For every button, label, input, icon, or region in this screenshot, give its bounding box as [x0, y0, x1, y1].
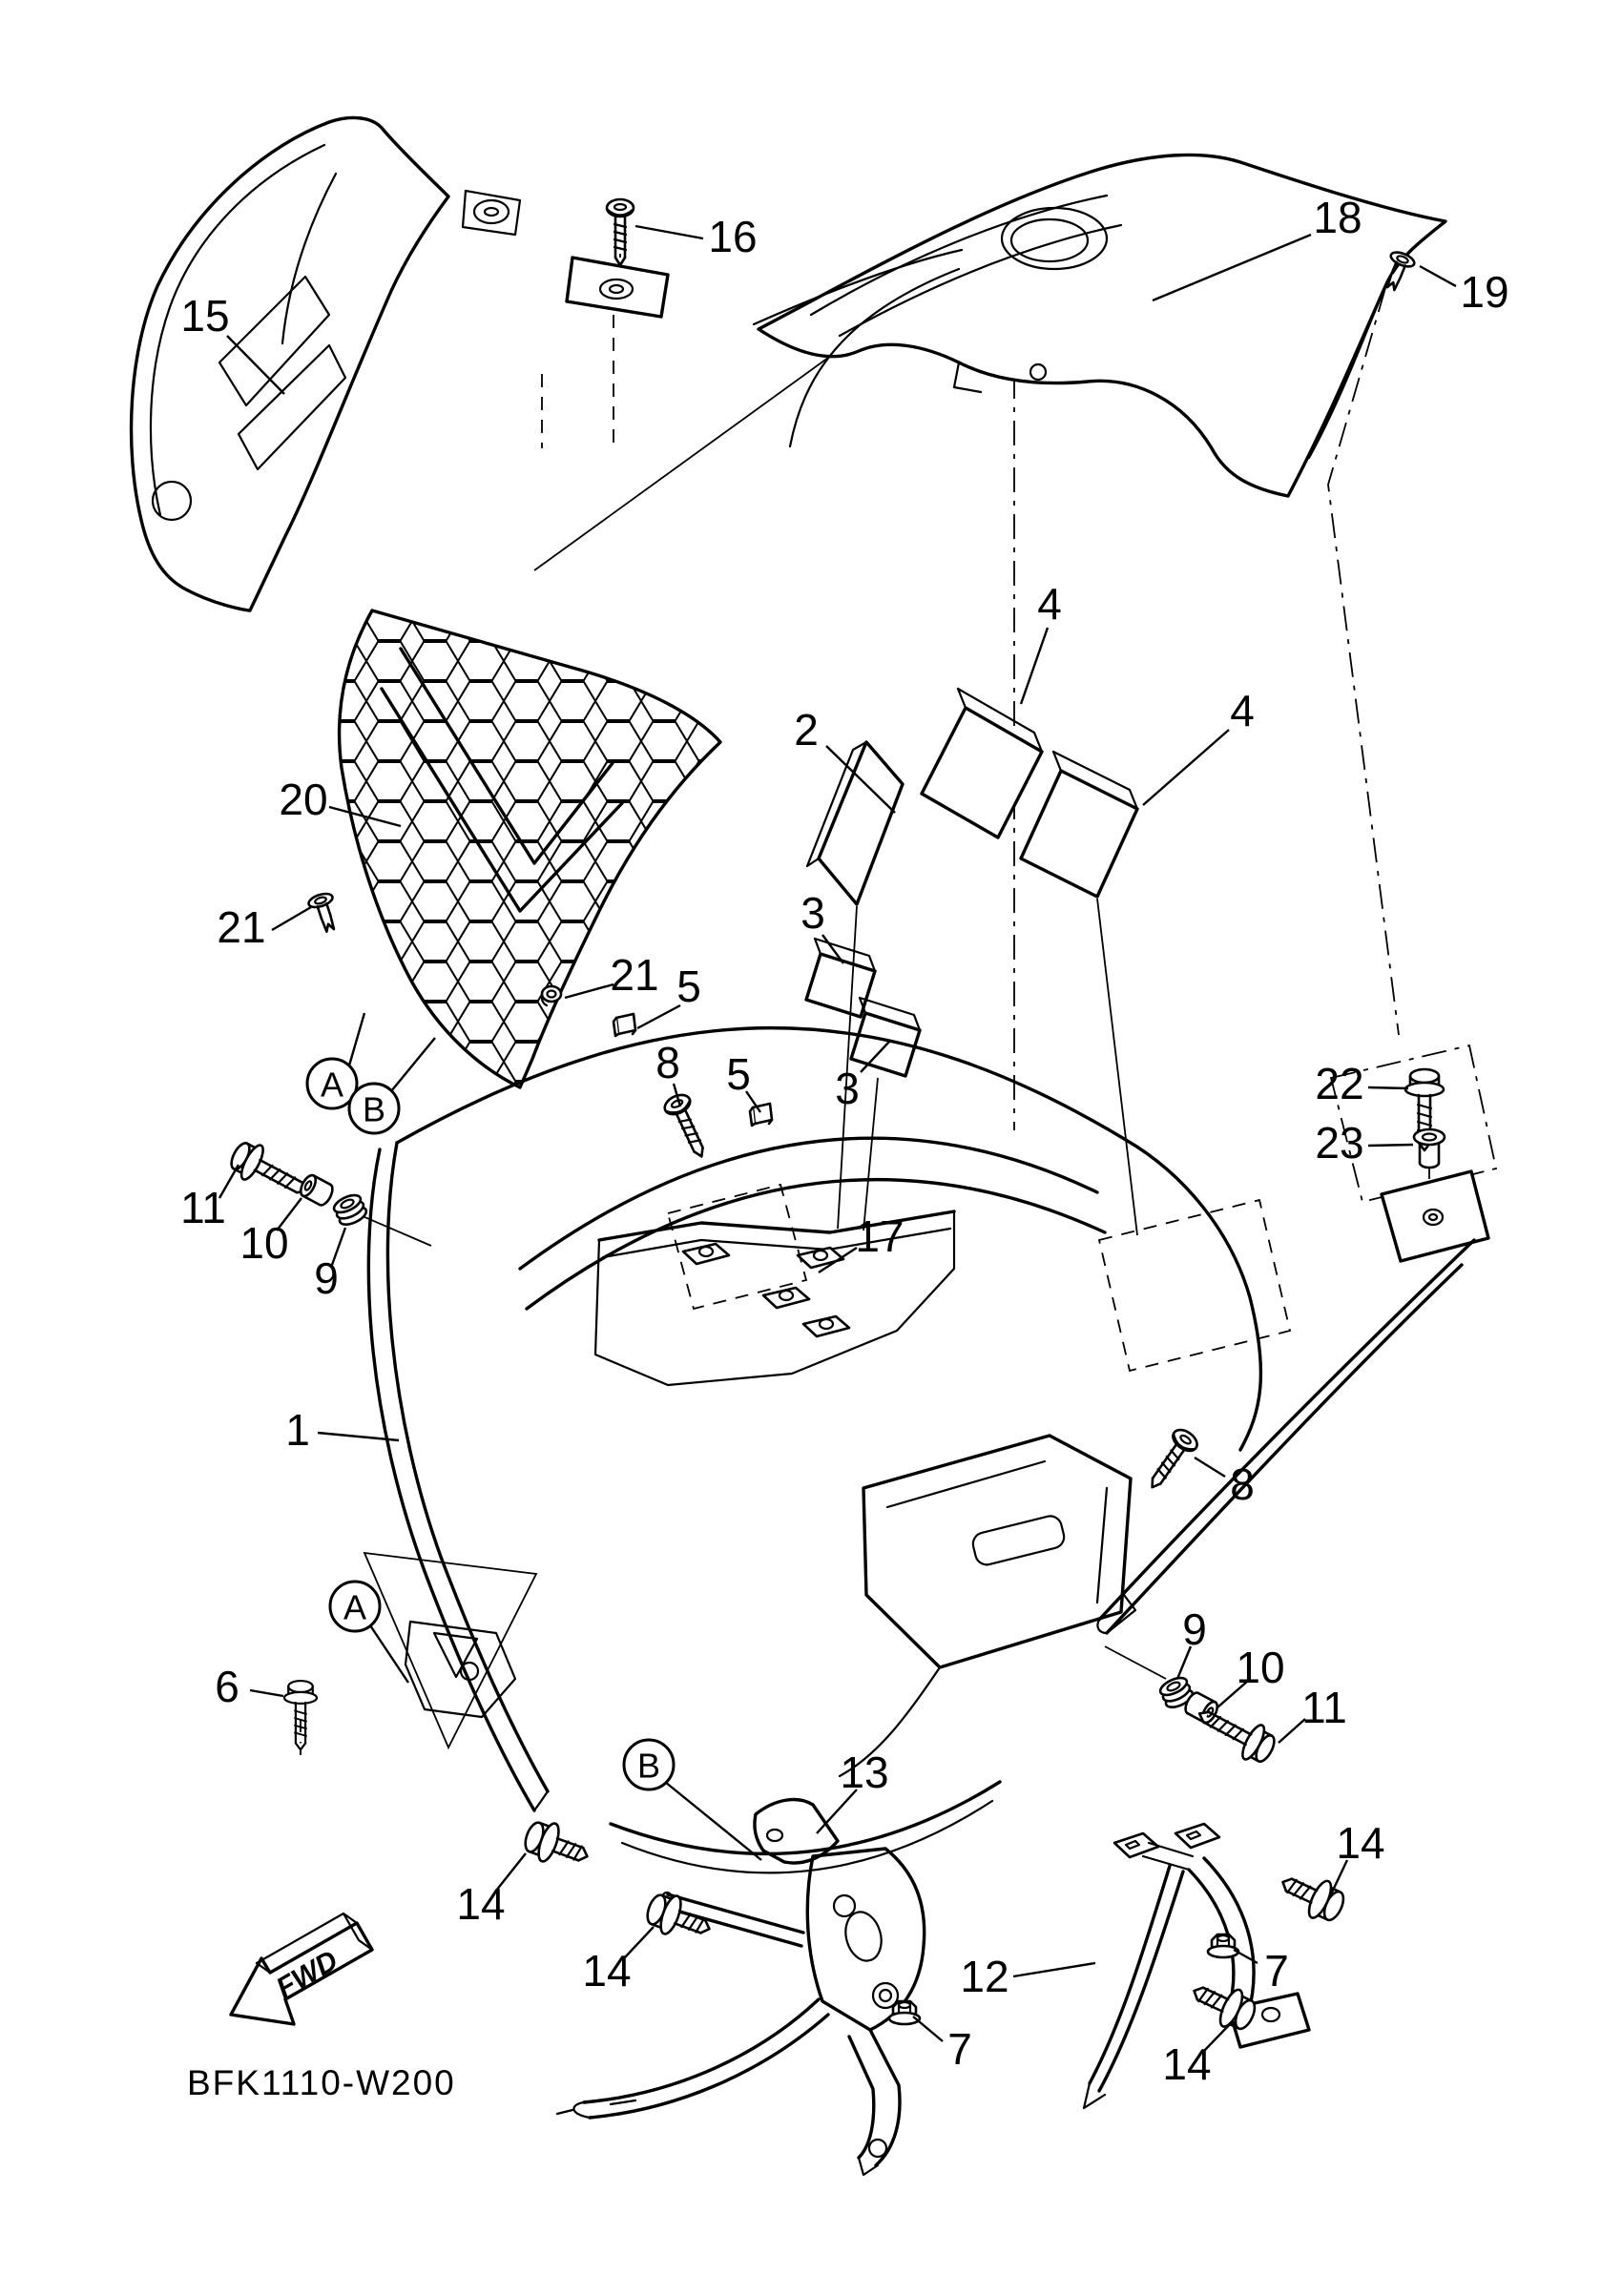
pad-location-outlines — [668, 1045, 1496, 1371]
stay13-leg — [849, 2030, 900, 2165]
stay13-arm-notches — [611, 2100, 647, 2114]
part-1-front-fender — [363, 1028, 1260, 1873]
callout-label-2: 2 — [794, 705, 819, 755]
callout-leader-6 — [250, 1690, 283, 1696]
callout-label-23: 23 — [1315, 1118, 1364, 1168]
callout-label-9: 9 — [1182, 1604, 1207, 1654]
callout-label-9: 9 — [314, 1253, 339, 1303]
callout-leader-12 — [1013, 1963, 1095, 1976]
callout-label-11: 11 — [180, 1183, 226, 1232]
part9-grommet-icon — [331, 1191, 368, 1228]
rail-lower-line — [1107, 1265, 1462, 1633]
callout-leader-21 — [565, 984, 613, 998]
callout-leader-7 — [913, 2017, 943, 2041]
ref-leader-B — [665, 1782, 761, 1860]
fender-blade-outer — [368, 1149, 534, 1810]
part7-flange-nut-icon — [889, 2001, 920, 2024]
pad2-face — [819, 742, 903, 904]
part14-flange-bolt-icon — [1275, 1864, 1349, 1927]
part11-flange-bolt-icon — [1191, 1697, 1280, 1769]
callout-label-21: 21 — [217, 902, 266, 952]
part11-flange-bolt-icon — [225, 1136, 315, 1208]
callout-leader-23 — [1368, 1145, 1413, 1146]
callout-leader-16 — [635, 226, 703, 238]
callout-leader-8 — [1195, 1458, 1225, 1477]
ref-letter-B: B — [362, 1089, 386, 1129]
fender-side-rail — [1097, 1171, 1488, 1633]
pad4-drop-line — [1097, 899, 1137, 1235]
callout-label-3: 3 — [801, 888, 825, 938]
stay13-leg-boss — [869, 2140, 886, 2157]
callout-label-15: 15 — [180, 291, 230, 341]
ref-leader-A — [349, 1013, 364, 1065]
pad-4-left — [922, 689, 1042, 838]
foam-pads — [806, 689, 1137, 1235]
stay13-boss-1 — [834, 1895, 855, 1916]
callout-label-12: 12 — [960, 1952, 1009, 2001]
ref-letter-A: A — [343, 1587, 367, 1627]
pad-3-left — [806, 939, 875, 1017]
nose-mount-hole-inner — [485, 208, 498, 216]
part-15-nose-panel — [132, 117, 668, 610]
part10-collar-icon — [298, 1173, 336, 1208]
nose-outline — [132, 117, 448, 610]
part21-rivet-icon — [307, 891, 343, 934]
callout-label-8: 8 — [1230, 1459, 1255, 1509]
fender-blade-tip — [534, 1791, 548, 1810]
fwd-arrow — [231, 1913, 372, 2024]
fwd-label: FWD — [271, 1944, 343, 2005]
callout-leader-21 — [272, 907, 311, 930]
wheel-arch-outer — [611, 1782, 1000, 1853]
stay13-arm-upper — [584, 1999, 819, 2102]
callout-label-14: 14 — [1336, 1818, 1385, 1868]
rail-mount-foot — [1382, 1171, 1488, 1261]
pad-location-right — [1099, 1200, 1290, 1371]
callout-label-7: 7 — [947, 2024, 972, 2074]
callout-label-1: 1 — [285, 1405, 310, 1455]
callout-label-6: 6 — [215, 1662, 239, 1711]
part6-flange-bolt-icon — [284, 1681, 317, 1749]
callout-leader-4 — [1021, 628, 1048, 704]
square-nut — [683, 1244, 729, 1264]
callout-label-5: 5 — [726, 1049, 751, 1099]
square-nut — [763, 1288, 809, 1308]
callout-label-14: 14 — [582, 1946, 632, 1996]
callout-label-10: 10 — [239, 1218, 289, 1268]
callout-layer — [180, 193, 1508, 2089]
nose-mount-hole — [474, 200, 509, 223]
pad-4-right — [1021, 752, 1137, 897]
callout-label-21: 21 — [610, 950, 659, 1000]
grommet9b-locator-line — [1105, 1646, 1166, 1679]
pad3-drop-line — [863, 1078, 878, 1231]
pocket-vent-slot — [970, 1514, 1066, 1567]
callout-leader-19 — [1420, 266, 1456, 286]
part7-flange-nut-icon — [1208, 1934, 1238, 1957]
callout-label-14: 14 — [456, 1879, 506, 1929]
ref-leader-B — [391, 1038, 435, 1091]
stay12-clip — [1175, 1824, 1219, 1848]
rail-upper-line — [1099, 1240, 1474, 1620]
ref-leader-A — [370, 1625, 408, 1683]
part8-screw-icon — [662, 1091, 715, 1162]
grille-mesh — [340, 610, 720, 1087]
ref-letter-A: A — [320, 1065, 344, 1105]
callout-label-22: 22 — [1315, 1059, 1364, 1108]
fender-cowl-arc-2 — [527, 1180, 1105, 1309]
callout-label-14: 14 — [1162, 2039, 1212, 2089]
fender-right-edge — [1126, 1140, 1260, 1450]
callout-label-3: 3 — [835, 1064, 860, 1113]
callout-label-4: 4 — [1230, 686, 1255, 735]
pad4b-face — [1021, 771, 1137, 897]
stay12-clip — [1114, 1833, 1158, 1857]
part8-screw-icon — [1141, 1426, 1201, 1496]
stay13-boss-2-hole — [880, 1990, 891, 2001]
nose-screw-ledge — [567, 258, 668, 317]
callout-leader-22 — [1368, 1087, 1408, 1088]
callout-label-7: 7 — [1264, 1946, 1289, 1996]
part14-flange-bolt-icon — [520, 1816, 593, 1875]
ref-letter-B: B — [636, 1746, 661, 1786]
callout-label-10: 10 — [1236, 1643, 1285, 1692]
callout-label-19: 19 — [1460, 267, 1509, 317]
pad-2 — [807, 742, 903, 904]
mount-bracket-window — [434, 1633, 477, 1677]
square-nut — [798, 1248, 843, 1268]
callout-label-13: 13 — [840, 1748, 889, 1797]
grommet9-locator-line — [363, 1216, 431, 1246]
callout-label-11: 11 — [1301, 1683, 1347, 1732]
rail-end-cap — [1097, 1620, 1107, 1633]
square-nut — [803, 1316, 849, 1336]
nose-mount-boss — [463, 191, 520, 235]
stay13-leg-tip — [859, 2158, 878, 2175]
stay13-arm-tip — [557, 2102, 590, 2118]
callout-label-16: 16 — [708, 212, 758, 261]
callout-leader-5 — [637, 1005, 680, 1028]
callout-label-18: 18 — [1313, 193, 1362, 242]
fender-blade-inner — [387, 1143, 548, 1791]
callout-leader-4 — [1143, 730, 1229, 805]
part5-clip-icon — [613, 1014, 635, 1036]
callout-label-5: 5 — [676, 962, 701, 1011]
callout-label-8: 8 — [655, 1038, 680, 1087]
fender-side-pocket — [863, 1436, 1131, 1667]
part-20-grille — [340, 610, 720, 1087]
stay13-hook-hole — [767, 1830, 782, 1841]
diagram-code: BFK1110-W200 — [187, 2063, 456, 2102]
callout-label-4: 4 — [1037, 579, 1062, 629]
pocket-inner-lines — [887, 1461, 1107, 1603]
part23-collar-icon — [1414, 1129, 1445, 1168]
callout-label-17: 17 — [855, 1211, 905, 1261]
projection-line — [534, 330, 866, 570]
part5-clip-icon — [750, 1104, 772, 1126]
pad3a-face — [806, 954, 875, 1017]
callout-label-20: 20 — [279, 775, 328, 824]
